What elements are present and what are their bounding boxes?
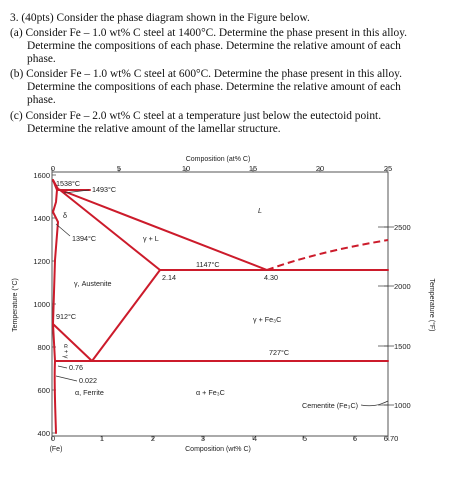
top-axis-title: Composition (at% C) [185, 156, 251, 163]
bottom-tick-label: 2 [150, 434, 156, 443]
right-ticks [384, 227, 388, 405]
label-1493: 1493°C [92, 185, 117, 194]
right-tick-label: 1000 [394, 401, 411, 410]
label-1147: 1147°C [196, 260, 220, 269]
bottom-tick-label: 3 [200, 434, 206, 443]
label-delta: δ [63, 211, 68, 220]
right-tick-label: 2500 [394, 223, 411, 232]
top-tick-label: 5 [116, 164, 122, 173]
bottom-tick-label: 4 [252, 434, 258, 443]
left-tick-label: 1400 [33, 214, 50, 223]
label-ferrite: α, Ferrite [75, 388, 104, 397]
top-tick-label: 10 [181, 164, 191, 173]
left-axis-title: Temperature (°C) [12, 278, 19, 332]
bottom-tick-label: 6 [352, 434, 358, 443]
bottom-axis-title: Composition (wt% C) [185, 446, 251, 453]
label-1394: 1394°C [72, 234, 97, 243]
bottom-tick-label: 0 [50, 434, 56, 443]
left-tick-label: 800 [37, 343, 50, 352]
part-a-line-3: phase. [27, 53, 56, 65]
part-c-line-2: Determine the relative amount of the lamellar structure. [27, 123, 281, 135]
leader-lines [56, 190, 394, 406]
label-gamma-fe3c: γ + Fe₃C [253, 315, 282, 324]
part-c-line-1: (c) Consider Fe – 2.0 wt% C steel at a temperature just below the eutectoid point. [10, 110, 382, 122]
label-2-14: 2.14 [162, 273, 176, 282]
label-0-76: 0.76 [69, 363, 83, 372]
right-tick-label: 2000 [394, 282, 411, 291]
part-b-line-2: Determine the compositions of each phase. Determine the relative amount of each [27, 81, 401, 93]
bottom-tick-label: 5 [302, 434, 308, 443]
bottom-tick-label: 1 [99, 434, 105, 443]
top-tick-label: 0 [50, 164, 56, 173]
question-header: 3. (40pts) Consider the phase diagram shown in the Figure below. [10, 12, 310, 24]
label-cementite: Cementite (Fe₃C) [302, 401, 359, 410]
label-0-022: 0.022 [79, 376, 97, 385]
left-tick-label: 1200 [33, 257, 50, 266]
left-tick-label: 1000 [33, 300, 50, 309]
label-1538: 1538°C [56, 179, 81, 188]
liquidus-dashed [267, 240, 388, 270]
left-tick-label: 600 [37, 386, 50, 395]
bottom-sub-label: (Fe) [49, 446, 63, 453]
top-ticks [52, 168, 387, 172]
label-alpha-gamma: α + γ [62, 344, 69, 359]
right-tick-label: 1500 [394, 342, 411, 351]
label-austenite: γ, Austenite [74, 279, 112, 288]
label-912: 912°C [56, 312, 77, 321]
part-b-line-3: phase. [27, 94, 56, 106]
left-tick-label: 1600 [33, 171, 50, 180]
bottom-tick-label: 6.70 [383, 434, 399, 443]
part-b-line-1: (b) Consider Fe – 1.0 wt% C steel at 600°C. Determine the phase present in this alloy. [10, 68, 402, 80]
label-727: 727°C [269, 348, 290, 357]
left-tick-label: 400 [37, 429, 50, 438]
top-tick-label: 15 [248, 164, 258, 173]
label-4-30: 4.30 [264, 273, 278, 282]
label-alpha-fe3c: α + Fe₃C [196, 388, 225, 397]
label-gamma-plus-L: γ + L [143, 234, 159, 243]
label-L: L [258, 206, 262, 215]
top-tick-label: 25 [383, 164, 393, 173]
top-tick-label: 20 [315, 164, 325, 173]
part-a-line-2: Determine the compositions of each phase. Determine the relative amount of each [27, 40, 401, 52]
part-a-line-1: (a) Consider Fe – 1.0 wt% C steel at 1400°C. Determine the phase present in this alloy. [10, 27, 408, 39]
right-axis-title: Temperature (°F) [428, 278, 435, 332]
